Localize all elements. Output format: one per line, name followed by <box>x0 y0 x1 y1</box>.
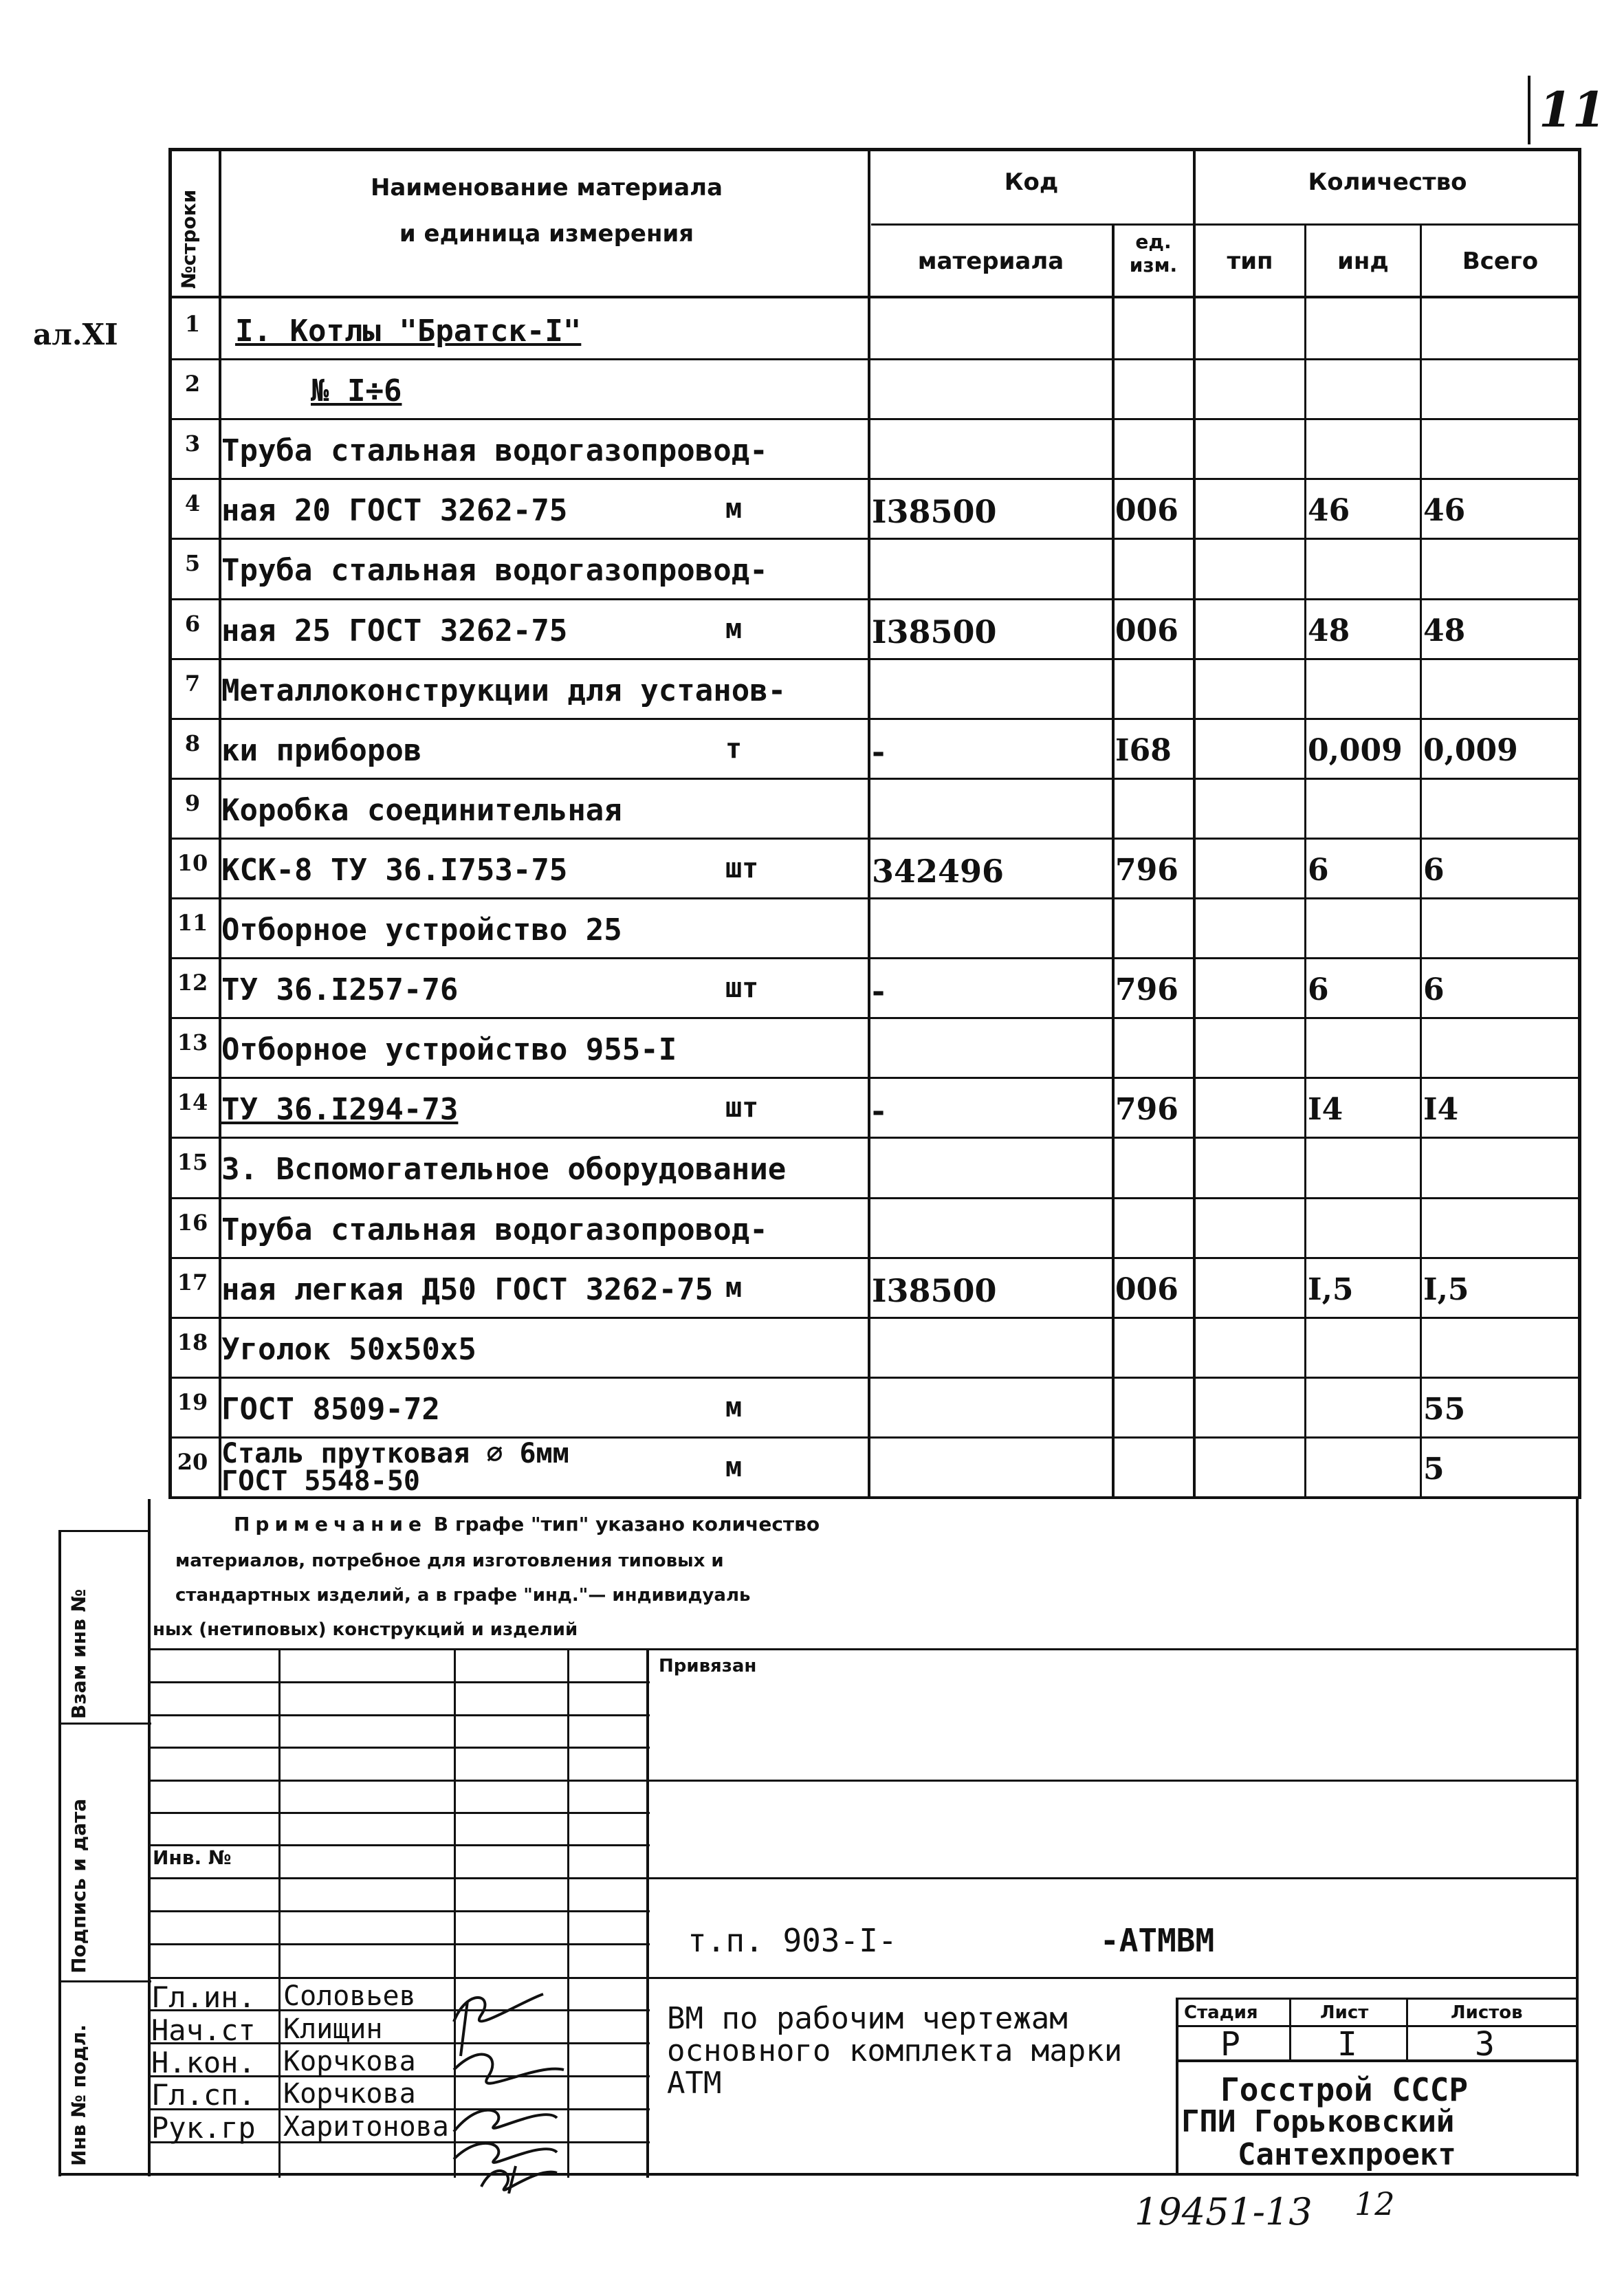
page-number: 11 <box>1539 81 1606 138</box>
row-number: 20 <box>177 1449 208 1475</box>
qty-ind: 0,009 <box>1308 733 1403 768</box>
row-number: 11 <box>177 910 208 936</box>
material-name: ТУ 36.I257-76 <box>221 972 459 1007</box>
material-name: ТУ 36.I294-73 <box>221 1092 459 1127</box>
org-line-3: Сантехпроект <box>1238 2137 1456 2172</box>
qty-ind: 46 <box>1308 493 1350 528</box>
material-code: I38500 <box>872 1272 997 1309</box>
unit: м <box>725 493 743 525</box>
unit-code: 796 <box>1115 853 1178 888</box>
qty-ind: 6 <box>1308 853 1329 888</box>
col-header-qty-total: Всего <box>1462 248 1539 275</box>
col-header-qty-type: тип <box>1227 248 1273 275</box>
signatory-name: Корчкова <box>283 2046 416 2077</box>
note-line-1 <box>234 1513 820 1535</box>
row-number: 15 <box>177 1149 208 1175</box>
unit: шт <box>725 972 759 1004</box>
material-name: КСК-8 ТУ 36.I753-75 <box>221 853 568 888</box>
material-name: Коробка соединительная <box>221 793 622 828</box>
label-signature-date: Подпись и дата <box>67 1798 90 1974</box>
signatory-role: Рук.гр <box>151 2111 256 2145</box>
unit: шт <box>725 853 759 884</box>
row-number: 9 <box>184 790 201 816</box>
row-number: 17 <box>177 1269 208 1295</box>
row-number: 2 <box>184 371 201 397</box>
material-code: I38500 <box>872 613 997 651</box>
material-name: № I÷6 <box>311 373 402 408</box>
unit: м <box>725 1452 743 1483</box>
row-number: 18 <box>177 1329 208 1355</box>
project-number: т.п. 903-I- <box>688 1922 897 1959</box>
col-header-qty-ind: инд <box>1337 248 1389 275</box>
material-name: Труба стальная водогазопровод- <box>221 433 768 468</box>
row-number: 16 <box>177 1210 208 1236</box>
unit-code: 006 <box>1115 493 1178 528</box>
doc-title-1: ВМ по рабочим чертежам <box>667 2001 1068 2036</box>
row-number: 12 <box>177 970 208 996</box>
col-header-name-1: Наименование материала <box>370 174 723 201</box>
label-list: Лист <box>1320 2002 1369 2023</box>
col-header-row-number: №строки <box>177 189 200 289</box>
unit: т <box>725 733 743 765</box>
row-number: 10 <box>177 850 208 876</box>
signatory-role: Гл.ин. <box>151 1980 256 2014</box>
material-name: ки приборов <box>221 733 422 768</box>
qty-total: I,5 <box>1423 1272 1469 1307</box>
qty-total: 48 <box>1423 613 1466 648</box>
project-code <box>688 1922 897 1959</box>
material-code: 342496 <box>872 853 1005 890</box>
handwritten-signatures <box>440 1980 619 2194</box>
unit-code: 006 <box>1115 1272 1178 1307</box>
unit: м <box>725 1392 743 1423</box>
note-text-1: В графе "тип" указано количество <box>433 1513 820 1535</box>
material-name: I. Котлы "Братск-I" <box>235 314 582 349</box>
row-number: 7 <box>184 670 201 697</box>
unit: м <box>725 1272 743 1304</box>
handwritten-archive-number: 19451-13 <box>1134 2190 1313 2233</box>
unit-code: 006 <box>1115 613 1178 648</box>
unit-code: 796 <box>1115 1092 1178 1127</box>
row-number: 6 <box>184 611 201 637</box>
material-name: Отборное устройство 955-I <box>221 1032 677 1067</box>
material-name: Сталь прутковая ∅ 6мм <box>221 1438 569 1469</box>
org-line-2: ГПИ Горьковский <box>1181 2104 1455 2139</box>
sheet-side-label: ал.XI <box>33 318 118 351</box>
signatory-role: Н.кон. <box>151 2046 256 2079</box>
signatory-name: Корчкова <box>283 2078 416 2110</box>
material-name: ная 20 ГОСТ 3262-75 <box>221 493 568 528</box>
material-name: Труба стальная водогазопровод- <box>221 1212 768 1247</box>
qty-total: I4 <box>1423 1092 1459 1127</box>
material-code: I38500 <box>872 493 997 530</box>
row-number: 14 <box>177 1089 208 1115</box>
doc-title-3: АТМ <box>667 2066 722 2101</box>
material-name: Уголок 50х50х5 <box>221 1332 476 1367</box>
note-line-3: стандартных изделий, а в графе "инд."— индивидуаль <box>175 1585 751 1606</box>
label-stadia: Стадия <box>1184 2002 1258 2023</box>
qty-ind: 48 <box>1308 613 1350 648</box>
unit: м <box>725 613 743 645</box>
qty-total: 6 <box>1423 853 1445 888</box>
col-header-code-material: материала <box>917 248 1064 275</box>
signatory-name: Клищин <box>283 2013 383 2045</box>
material-name: ная 25 ГОСТ 3262-75 <box>221 613 568 648</box>
qty-ind: I,5 <box>1308 1272 1354 1307</box>
material-name: ГОСТ 8509-72 <box>221 1392 440 1427</box>
handwritten-sheet-number: 12 <box>1354 2185 1395 2222</box>
note-line-2: материалов, потребное для изготовления типовых и <box>175 1551 724 1571</box>
material-code: - <box>872 972 886 1009</box>
label-privyazan: Привязан <box>659 1656 757 1676</box>
row-number: 1 <box>184 311 201 337</box>
material-code: - <box>872 1092 886 1129</box>
qty-ind: 6 <box>1308 972 1329 1007</box>
qty-total: 5 <box>1423 1452 1445 1487</box>
unit-code: I68 <box>1115 733 1172 768</box>
label-vzam-inv: Взам инв № <box>67 1588 90 1719</box>
qty-total: 55 <box>1423 1392 1466 1427</box>
row-number: 19 <box>177 1389 208 1415</box>
row-number: 8 <box>184 730 201 756</box>
label-listov: Листов <box>1451 2002 1523 2023</box>
material-name: Труба стальная водогазопровод- <box>221 553 768 588</box>
signatory-name: Харитонова <box>283 2111 449 2143</box>
unit-code: 796 <box>1115 972 1178 1007</box>
material-name: Металлоконструкции для установ- <box>221 673 787 708</box>
note-line-4: ных (нетиповых) конструкций и изделий <box>153 1619 578 1640</box>
qty-total: 6 <box>1423 972 1445 1007</box>
col-header-quantity: Количество <box>1308 168 1467 196</box>
signatory-role: Нач.ст <box>151 2013 256 2047</box>
note-title: Примечание <box>234 1513 428 1535</box>
label-inv-podl: Инв № подл. <box>67 2024 90 2166</box>
material-name: ная легкая Д50 ГОСТ 3262-75 <box>221 1272 714 1307</box>
qty-ind: I4 <box>1308 1092 1343 1127</box>
row-number: 13 <box>177 1029 208 1056</box>
qty-total: 46 <box>1423 493 1466 528</box>
row-number: 4 <box>184 490 201 516</box>
doc-title-2: основного комплекта марки <box>667 2033 1123 2068</box>
row-number: 3 <box>184 430 201 457</box>
material-name: 3. Вспомогательное оборудование <box>221 1152 787 1187</box>
value-listov: 3 <box>1475 2025 1495 2064</box>
row-number: 5 <box>184 550 201 576</box>
value-stadia: Р <box>1220 2025 1240 2064</box>
signatory-name: Соловьев <box>283 1980 416 2012</box>
col-header-code: Код <box>1004 168 1059 196</box>
signatory-role: Гл.сп. <box>151 2078 256 2112</box>
label-inv-no: Инв. № <box>153 1846 232 1869</box>
col-header-code-unit: ед. изм. <box>1129 230 1178 276</box>
col-header-name-2: и единица измерения <box>399 220 694 248</box>
org-line-1: Госстрой СССР <box>1220 2071 1469 2108</box>
qty-total: 0,009 <box>1423 733 1518 768</box>
value-list: I <box>1337 2025 1357 2064</box>
project-suffix: -АТМВМ <box>1100 1922 1215 1959</box>
unit: шт <box>725 1092 759 1124</box>
material-name: Отборное устройство 25 <box>221 912 622 948</box>
material-name-line-2: ГОСТ 5548-50 <box>221 1465 420 1497</box>
material-code: - <box>872 733 886 770</box>
